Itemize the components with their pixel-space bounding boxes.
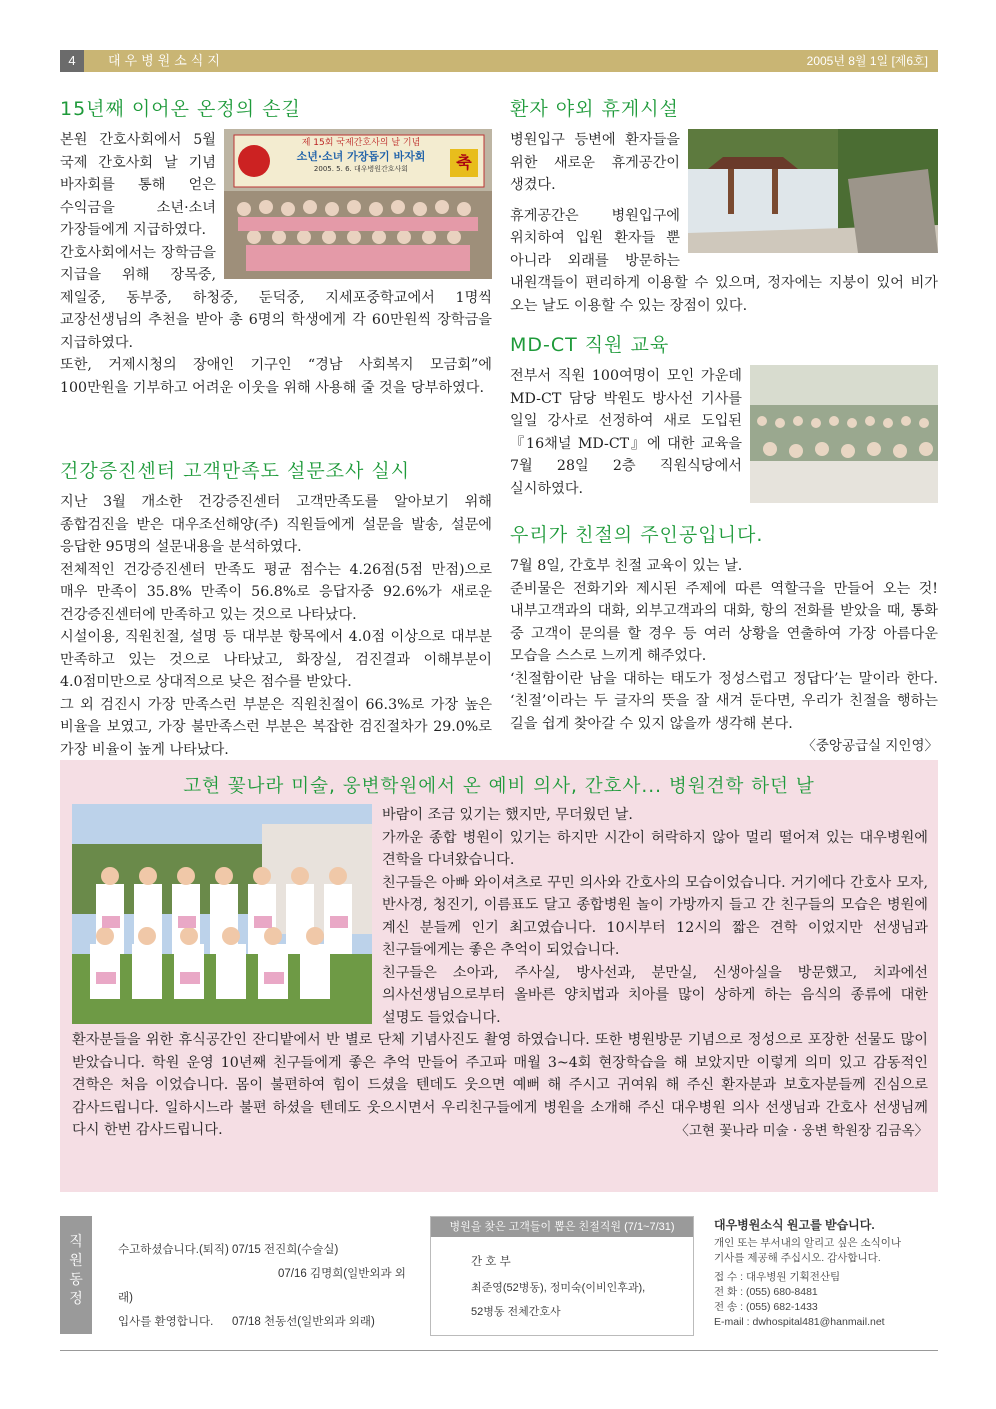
article-paragraph: 7월 8일, 간호부 친절 교육이 있는 날.: [510, 558, 743, 574]
feature-paragraph: 친구들은 소아과, 주사실, 방사선과, 분만실, 신생아실을 방문했고, 치과에선 의사선생님으로부터 올바른 양치법과 치아를 많이 상하게 하는 음식의 종류에 대한 설명도 들었습니다.: [382, 964, 928, 1026]
article-paragraph: 지난 3월 개소한 건강증진센터 고객만족도를 알아보기 위해 종합검진을 받은 대우조선해양(주) 직원들에게 설문을 발송, 설문에 응답한 95명의 설문내용을 분석하였다.: [60, 494, 492, 555]
bazaar-group-photo: [224, 129, 492, 279]
feature-paragraph: 환자분들을 위한 휴식공간인 잔디밭에서 반 별로 단체 기념사진도 촬영 하였습니다. 또한 병원방문 기념으로 정성으로 포장한 선물도 많이 받았습니다. 학원 운영 10년째 친구들에게 좋은 추억 만들어 주고파 매월 3~4회 현장학습을 해 보았지만 이렇게 의미 있고 감동적인 견학은 처음 이었습니다. 몸이 불편하여 힘이 드셨을 텐데도 웃으면 예뻐 해 주시고 귀여워 해 주신 환자분과 보호자분들께 진심으로 감사드립니다. 일하시느라 불편 하셨을 텐데도 웃으시면서 우리친구들에게 병원을 소개해 주신 대우병원 의사 선생님과 간호사 선생님께 다시 한번 감사드립니다.: [72, 1032, 928, 1138]
photo-banner-line1: 제 15회 국제간호사의 날 기념: [301, 138, 421, 148]
contribution-phone: 전 화 : (055) 680-8481: [714, 1286, 818, 1298]
article-paragraph: 병원입구 등변에 환자들을 위한 새로운 휴게공간이 생겼다.: [510, 132, 680, 193]
article-title: MD-CT 직원 교육: [510, 334, 670, 356]
article-title: 건강증진센터 고객만족도 설문조사 실시: [60, 460, 411, 482]
contribution-desc: 개인 또는 부서내의 알리고 싶은 소식이나: [714, 1237, 902, 1249]
article-kindness-training: [510, 520, 938, 757]
kindness-title: 병원을 찾은 고객들이 뽑은 친절직원 (7/1~7/31): [431, 1217, 693, 1237]
retired-label: 수고하셨습니다.(퇴직): [118, 1244, 229, 1256]
feature-title: 고현 꽃나라 미술, 웅변학원에서 온 예비 의사, 간호사... 병원견학 하던 날: [183, 776, 815, 797]
page-number: 4: [60, 50, 84, 72]
children-group-photo: [72, 804, 372, 1024]
contribution-email: E-mail : dwhospital481@hanmail.net: [714, 1316, 885, 1328]
feature-box: [60, 760, 938, 1192]
joined-label: 입사를 환영합니다.: [118, 1316, 214, 1328]
article-mdct: [510, 330, 938, 507]
contribution-reception: 접 수 : 대우병원 기획전산팀: [714, 1271, 841, 1283]
feature-paragraph: 바람이 조금 있기는 했지만, 무더웠던 날.: [382, 807, 633, 823]
issue-date: 2005년 8월 1일 [제6호]: [806, 54, 928, 68]
page-header: [60, 50, 938, 72]
retired-entry: 07/15 전진희(수술실): [232, 1244, 339, 1256]
kindness-staff-box: [430, 1216, 694, 1336]
kindness-dept: 간 호 부: [471, 1256, 511, 1268]
newsletter-name: 대우병원소식지: [108, 53, 224, 68]
article-paragraph: 본원 간호사회에서 5월 국제 간호사회 날 기념 바자회를 통해 얻은 수익금을 소년·소녀 가장들에게 지급하였다.: [60, 132, 216, 238]
article-paragraph: 또한, 거제시청의 장애인 기구인 “경남 사회복지 모금회”에 100만원을 기부하고 어려운 이웃을 위해 사용해 줄 것을 당부하였다.: [60, 357, 492, 396]
article-rest-area: [510, 94, 938, 317]
kindness-names-2: 52병동 전체간호사: [471, 1306, 561, 1318]
article-paragraph: 전부서 직원 100여명이 모인 가운데 MD-CT 담당 박원도 방사선 기사를 일일 강사로 선정하여 새로 도입된『16채널 MD-CT』에 대한 교육을 7월 28일 2층 직원식당에서 실시하였다.: [510, 368, 742, 497]
article-title: 환자 야외 휴게시설: [510, 98, 679, 120]
photo-badge: 축: [456, 153, 472, 172]
staff-news-section: [60, 1208, 938, 1338]
article-scholarship: [60, 94, 492, 399]
staff-news-label-text: 직원동정: [69, 1233, 83, 1306]
kindness-names: 최준영(52병동), 정미숙(이비인후과),: [471, 1282, 646, 1294]
contribution-desc: 기사를 제공해 주십시오. 감사합니다.: [714, 1252, 881, 1264]
article-paragraph: 간호사회에서는 장학금을 지급을 위해 장목중, 제일중, 동부중, 하청중, 둔덕중, 지세포중학교에서 1명씩 교장선생님의 추천을 받아 총 6명의 학생에게 각 60만원씩 장학금을 지급하였다.: [60, 244, 492, 351]
feature-paragraph: 가까운 종합 병원이 있기는 하지만 시간이 허락하지 않아 멀리 떨어져 있는 대우병원에 견학을 다녀왔습니다.: [382, 829, 928, 868]
bottom-divider: [60, 1350, 938, 1351]
contribution-fax: 전 송 : (055) 682-1433: [714, 1301, 818, 1313]
retired-entry: 07/16 김명희(일반외과 외래): [118, 1268, 406, 1304]
article-paragraph: 준비물은 전화기와 제시된 주제에 따른 역할극을 만들어 오는 것! 내부고객과의 대화, 외부고객과의 대화, 항의 전화를 받았을 때, 통화 중 고객이 문의를 할 경우 등 여러 상황을 연출하여 가장 아름다운 모습을 스스로 느끼게 해주었다.: [510, 580, 938, 664]
article-paragraph: 시설이용, 직원친절, 설명 등 대부분 항목에서 4.0점 이상으로 대부분 만족하고 있는 것으로 나타났고, 화장실, 검진결과 이해부분이 4.0점미만으로 상대적으로 낮은 점수를 받았다.: [60, 629, 492, 690]
staff-news-list: [118, 1238, 418, 1334]
article-paragraph: 그 외 검진시 가장 만족스런 부분은 직원친절이 66.3%로 가장 높은 비율을 보였고, 가장 불만족스런 부분은 복잡한 검진절차가 29.0%로 가장 비율이 높게 나타났다.: [60, 696, 492, 758]
article-paragraph: 전체적인 건강증진센터 만족도 평균 점수는 4.26점(5점 만점)으로 매우 만족이 35.8% 만족이 56.8%로 응답자중 92.6%가 새로운 건강증진센터에 만족하고 있는 것으로 나타났다.: [60, 561, 492, 623]
contribution-box: [714, 1218, 938, 1330]
photo-banner-line2: 소년·소녀 가장돕기 바자회: [296, 150, 426, 163]
rest-area-photo: [688, 129, 938, 253]
feature-credit: 〈고현 꽃나라 미술 · 웅변 학원장 김금옥〉: [675, 1122, 928, 1139]
article-credit: 〈중앙공급실 지인영〉: [802, 738, 938, 754]
article-paragraph: 휴게공간은 병원입구에 위치하여 입원 환자들 뿐 아니라 외래를 방문하는 내원객들이 편리하게 이용할 수 있으며, 정자에는 지붕이 있어 비가 오는 날도 이용할 수 있는 장점이 있다.: [510, 207, 938, 314]
article-title: 15년째 이어온 온정의 손길: [60, 98, 301, 120]
article-title: 우리가 친절의 주인공입니다.: [510, 524, 764, 546]
contribution-title: 대우병원소식 원고를 받습니다.: [714, 1218, 875, 1232]
article-paragraph: ‘친절함이란 남을 대하는 태도가 정성스럽고 정답다’는 말이라 한다. ‘친절’이라는 두 글자의 뜻을 잘 새겨 둔다면, 우리가 친절을 행하는 길을 쉽게 찾아갈 수 있지 않을까 생각해 본다.: [510, 670, 938, 732]
photo-banner-line3: 2005. 5. 6. 대우병원간호사회: [313, 165, 409, 173]
staff-news-label: [60, 1216, 92, 1334]
feature-paragraph: 친구들은 아빠 와이셔츠로 꾸민 의사와 간호사의 모습이었습니다. 거기에다 간호사 모자, 반사경, 청진기, 이름표도 달고 종합병원 놀이 가방까지 들고 간 친구들의 모습은 병원에 계신 분들께 인기 최고였습니다. 10시부터 12시의 짧은 견학 이었지만 선생님과 친구들에게는 좋은 추억이 되었습니다.: [382, 874, 928, 958]
mdct-training-photo: [750, 365, 938, 503]
joined-entry: 07/18 천동선(일반외과 외래): [232, 1316, 375, 1328]
article-survey: [60, 456, 492, 761]
